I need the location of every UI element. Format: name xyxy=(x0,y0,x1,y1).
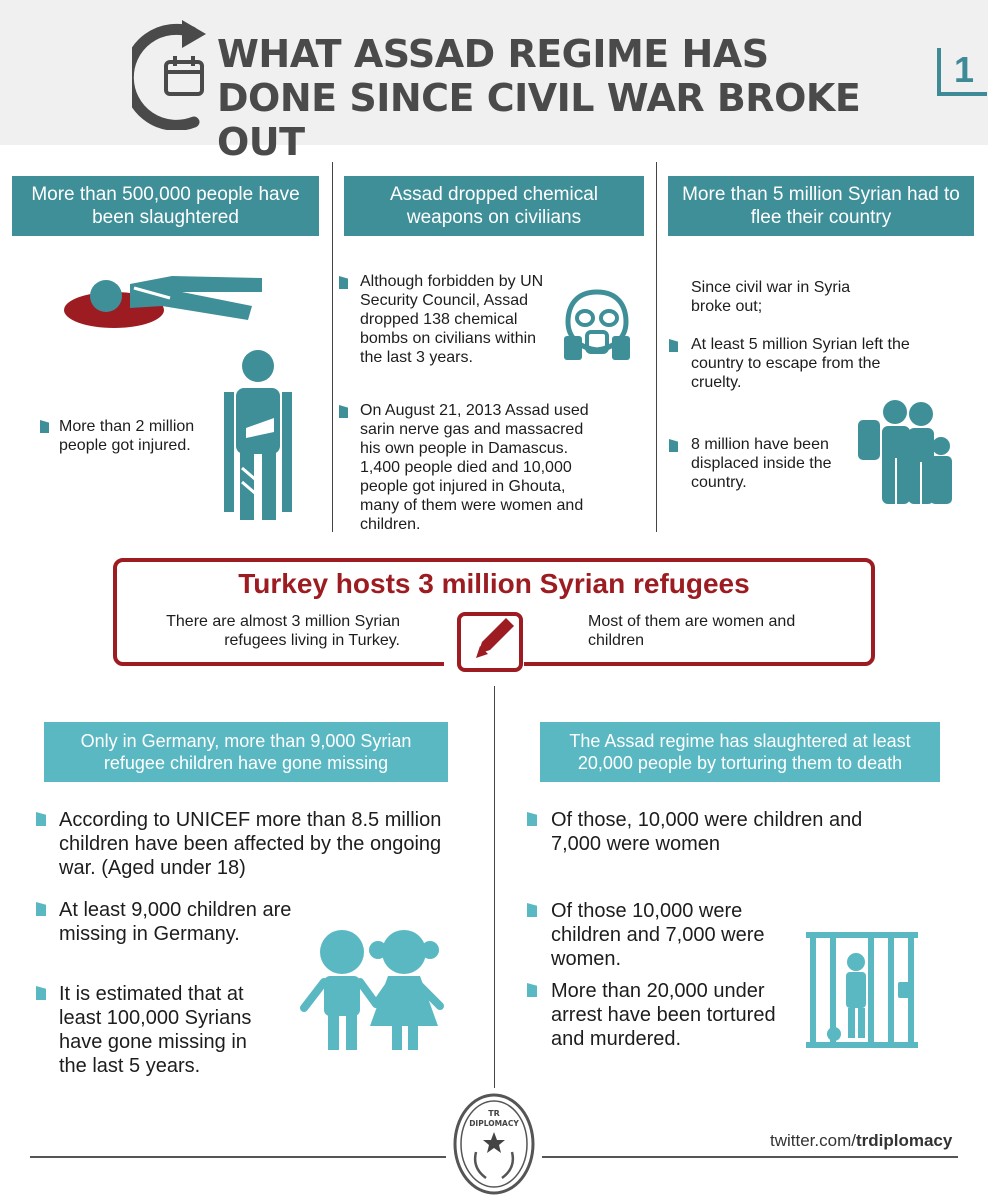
bullet-marker xyxy=(527,903,537,917)
svg-text:TR: TR xyxy=(488,1109,500,1118)
turkey-right-text: Most of them are women and children xyxy=(588,613,796,649)
pencil-edit-icon xyxy=(456,604,526,674)
column3-intro: Since civil war in Syria broke out; xyxy=(691,279,851,315)
section-divider xyxy=(494,686,495,1106)
column3-item: At least 5 million Syrian left the country to escape from the cruelty. xyxy=(691,336,910,391)
torture-item: More than 20,000 under arrest have been tortured and murdered. xyxy=(551,980,776,1050)
column-divider xyxy=(656,162,657,532)
bullet-marker xyxy=(339,405,348,418)
column2-item: Although forbidden by UN Security Council, Assad dropped 138 chemical bombs on civilians within the last 3 years. xyxy=(360,273,544,366)
twitter-link[interactable] xyxy=(770,1131,952,1151)
bullet-marker xyxy=(36,902,46,916)
page-title: WHAT ASSAD REGIME HAS DONE SINCE CIVIL WAR BROKE OUT xyxy=(217,32,861,164)
gas-mask-icon xyxy=(560,288,634,366)
bullet-marker xyxy=(40,420,49,433)
column2-item: On August 21, 2013 Assad used sarin nerve gas and massacred his own people in Damascus. 1,400 people died and 10,000 people got injured in Ghouta, many of them were women and children. xyxy=(360,402,589,533)
column-divider xyxy=(332,162,333,532)
torture-banner: The Assad regime has slaughtered at least 20,000 people by torturing them to death xyxy=(540,722,940,782)
twitter-prefix: twitter.com/ xyxy=(770,1131,856,1150)
column3-banner: More than 5 million Syrian had to flee their country xyxy=(668,176,974,236)
children-icon xyxy=(300,926,450,1052)
dead-body-icon xyxy=(62,262,268,332)
germany-banner: Only in Germany, more than 9,000 Syrian refugee children have gone missing xyxy=(44,722,448,782)
prison-cell-icon xyxy=(806,932,918,1050)
turkey-title: Turkey hosts 3 million Syrian refugees xyxy=(238,568,750,599)
germany-item: It is estimated that at least 100,000 Syrians have gone missing in the last 5 years. xyxy=(59,983,252,1077)
bullet-marker xyxy=(669,339,678,352)
column2-banner: Assad dropped chemical weapons on civilians xyxy=(344,176,644,236)
calendar-cycle-icon xyxy=(132,18,224,130)
germany-item: At least 9,000 children are missing in Germany. xyxy=(59,899,292,945)
bullet-marker xyxy=(36,812,46,826)
page-number: 1 xyxy=(937,48,987,96)
svg-text:DIPLOMACY: DIPLOMACY xyxy=(469,1119,519,1128)
injured-person-icon xyxy=(222,348,294,523)
column1-banner: More than 500,000 people have been slaughtered xyxy=(12,176,319,236)
bullet-marker xyxy=(527,812,537,826)
refugee-family-icon xyxy=(858,398,958,506)
turkey-left-text: There are almost 3 million Syrian refugees living in Turkey. xyxy=(166,613,400,649)
bullet-marker xyxy=(36,986,46,1000)
torture-item: Of those, 10,000 were children and 7,000 were women xyxy=(551,809,863,855)
column1-item: More than 2 million people got injured. xyxy=(59,418,195,454)
bullet-marker xyxy=(339,276,348,289)
column3-item: 8 million have been displaced inside the country. xyxy=(691,436,832,491)
twitter-handle: trdiplomacy xyxy=(855,1131,953,1150)
trdiplomacy-logo xyxy=(452,1092,536,1196)
bullet-marker xyxy=(527,983,537,997)
germany-item: According to UNICEF more than 8.5 million children have been affected by the ongoing war. (Aged under 18) xyxy=(59,809,442,879)
bullet-marker xyxy=(669,439,678,452)
torture-item: Of those 10,000 were children and 7,000 were women. xyxy=(551,900,765,970)
